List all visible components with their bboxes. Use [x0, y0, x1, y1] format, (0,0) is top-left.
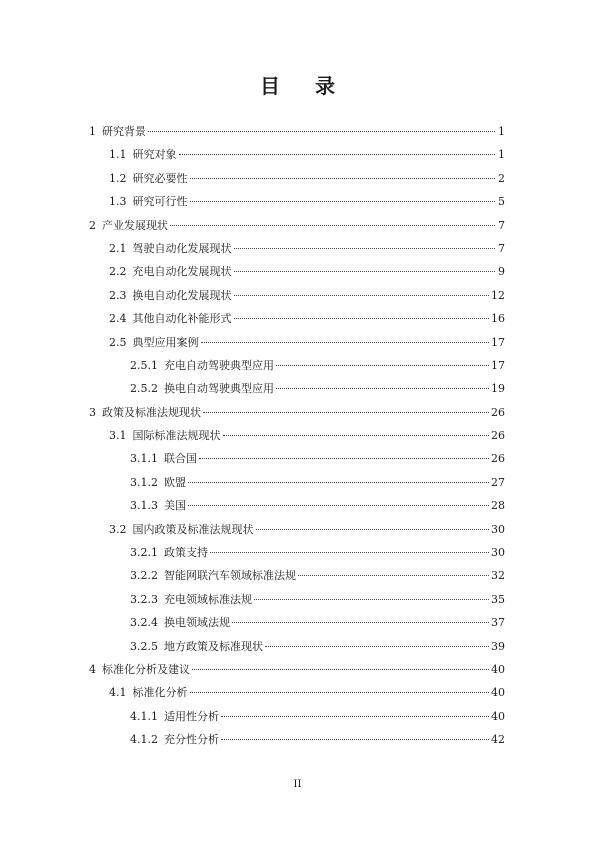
- toc-entry-label: 充电自动化发展现状: [132, 265, 232, 279]
- toc-entry-label: 美国: [164, 499, 186, 513]
- toc-dot-leader: [179, 154, 496, 155]
- toc-entry[interactable]: [89, 681, 505, 704]
- toc-entry-label: 典型应用案例: [132, 335, 199, 349]
- toc-entry[interactable]: [89, 424, 505, 447]
- toc-dot-leader: [234, 295, 490, 296]
- toc-entry-page-number: 17: [491, 335, 505, 349]
- toc-entry-page-number: 28: [491, 499, 505, 513]
- toc-entry-page-number: 19: [491, 382, 505, 396]
- toc-entry[interactable]: [89, 354, 505, 377]
- toc-entry-number: 3.2.3: [130, 592, 158, 606]
- toc-entry-page-number: 1: [498, 125, 505, 138]
- toc-entry-label: 政策支持: [164, 546, 208, 560]
- toc-entry-label: 充电自动驾驶典型应用: [164, 358, 274, 372]
- toc-dot-leader: [234, 248, 496, 249]
- toc-entry-number: 3: [89, 405, 96, 419]
- toc-entry[interactable]: [89, 190, 505, 213]
- toc-dot-leader: [148, 131, 495, 132]
- toc-entry-page-number: 30: [491, 522, 505, 536]
- toc-entry[interactable]: [89, 331, 505, 354]
- toc-entry-number: 2.1: [109, 241, 127, 255]
- toc-entry-page-number: 2: [498, 171, 505, 185]
- toc-entry-label: 政策及标准法规现状: [102, 405, 201, 419]
- toc-entry-page-number: 7: [498, 241, 505, 255]
- toc-entry-number: 3.1.1: [130, 452, 158, 466]
- toc-entry-number: 3.2.1: [130, 546, 158, 560]
- toc-dot-leader: [192, 669, 489, 670]
- toc-entry-number: 2.4: [109, 312, 127, 326]
- toc-entry-number: 3.1.3: [130, 499, 158, 513]
- toc-entry[interactable]: [89, 611, 505, 634]
- toc-entry-label: 国际标准法规现状: [132, 429, 221, 443]
- toc-entry-number: 3.1.2: [130, 475, 158, 489]
- toc-entry-number: 1.3: [109, 195, 127, 209]
- toc-entry[interactable]: [89, 447, 505, 470]
- toc-entry-label: 研究可行性: [132, 195, 188, 209]
- toc-entry-page-number: 37: [491, 616, 505, 630]
- toc-entry-page-number: 39: [491, 639, 505, 653]
- toc-entry-label: 国内政策及标准法规现状: [132, 522, 254, 536]
- toc-dot-leader: [188, 505, 489, 506]
- toc-entry-page-number: 7: [498, 218, 505, 232]
- toc-dot-leader: [210, 552, 489, 553]
- toc-entry-page-number: 26: [491, 405, 505, 419]
- toc-entry-number: 4.1.2: [130, 733, 158, 747]
- toc-dot-leader: [203, 412, 489, 413]
- toc-entry-label: 标准化分析: [132, 686, 188, 700]
- toc-entry[interactable]: [89, 143, 505, 166]
- toc-entry-number: 3.2.5: [130, 639, 158, 653]
- toc-entry-page-number: 30: [491, 546, 505, 560]
- toc-entry-page-number: 16: [491, 312, 505, 326]
- toc-entry-label: 换电自动驾驶典型应用: [164, 382, 274, 396]
- toc-entry-number: 2.5: [109, 335, 127, 349]
- toc-entry-page-number: 40: [491, 686, 505, 700]
- toc-entry-page-number: 5: [498, 195, 505, 209]
- toc-entry[interactable]: [89, 377, 505, 400]
- toc-entry-number: 4: [89, 662, 96, 676]
- toc-entry-label: 驾驶自动化发展现状: [132, 241, 232, 255]
- toc-entry[interactable]: [89, 588, 505, 611]
- toc-entry[interactable]: [89, 401, 505, 424]
- toc-entry-label: 研究对象: [132, 148, 177, 162]
- toc-entry-number: 3.2.4: [130, 616, 158, 630]
- toc-entry[interactable]: [89, 658, 505, 681]
- toc-entry[interactable]: [89, 284, 505, 307]
- toc-entry-page-number: 35: [491, 592, 505, 606]
- toc-entry-page-number: 26: [491, 452, 505, 466]
- toc-entry-label: 其他自动化补能形式: [132, 312, 232, 326]
- toc-entry-page-number: 27: [491, 475, 505, 489]
- toc-entry[interactable]: [89, 120, 505, 143]
- toc-entry[interactable]: [89, 260, 505, 283]
- toc-dot-leader: [223, 435, 490, 436]
- toc-dot-leader: [221, 739, 489, 740]
- toc-entry[interactable]: [89, 541, 505, 564]
- toc-dot-leader: [254, 599, 489, 600]
- toc-dot-leader: [256, 529, 490, 530]
- toc-entry-page-number: 12: [491, 288, 505, 302]
- toc-entry[interactable]: [89, 471, 505, 494]
- toc-dot-leader: [221, 716, 489, 717]
- toc-entry-number: 1.2: [109, 171, 127, 185]
- toc-entry-number: 4.1.1: [130, 709, 158, 723]
- toc-entry-number: 3.2: [109, 522, 127, 536]
- toc-dot-leader: [170, 225, 495, 226]
- page-title: 目 录: [260, 74, 349, 98]
- toc-entry-label: 欧盟: [164, 475, 186, 489]
- toc-dot-leader: [234, 318, 490, 319]
- toc-dot-leader: [190, 201, 496, 202]
- page-footer-number: II: [293, 779, 302, 790]
- toc-entry-label: 研究必要性: [132, 171, 188, 185]
- toc-dot-leader: [276, 388, 489, 389]
- toc-entry-number: 3.2.2: [130, 569, 158, 583]
- toc-dot-leader: [188, 482, 489, 483]
- toc-entry[interactable]: [89, 167, 505, 190]
- toc-entry-page-number: 1: [498, 148, 505, 162]
- toc-dot-leader: [234, 271, 496, 272]
- toc-dot-leader: [201, 342, 490, 343]
- toc-entry-number: 3.1: [109, 429, 127, 443]
- toc-entry[interactable]: [89, 214, 505, 237]
- toc-dot-leader: [276, 365, 489, 366]
- toc-entry-label: 研究背景: [102, 125, 146, 138]
- toc-entry-page-number: 9: [498, 265, 505, 279]
- toc-entry[interactable]: [89, 564, 505, 587]
- toc-entry-page-number: 40: [491, 662, 505, 676]
- toc-entry-number: 2.5.2: [130, 382, 158, 396]
- toc-entry[interactable]: [89, 728, 505, 751]
- toc-entry-page-number: 40: [491, 709, 505, 723]
- toc-dot-leader: [265, 646, 489, 647]
- toc-entry[interactable]: [89, 494, 505, 517]
- toc-entry-page-number: 17: [491, 358, 505, 372]
- toc-entry-label: 智能网联汽车领域标准法规: [164, 569, 296, 583]
- toc-entry-label: 地方政策及标准现状: [164, 639, 263, 653]
- table-of-contents: [89, 120, 505, 752]
- toc-entry[interactable]: [89, 237, 505, 260]
- toc-dot-leader: [298, 575, 489, 576]
- toc-entry-page-number: 26: [491, 429, 505, 443]
- toc-dot-leader: [199, 458, 489, 459]
- toc-entry-label: 换电领域法规: [164, 616, 230, 630]
- toc-entry[interactable]: [89, 705, 505, 728]
- toc-entry-label: 联合国: [164, 452, 197, 466]
- toc-entry-label: 标准化分析及建议: [102, 662, 190, 676]
- toc-entry[interactable]: [89, 518, 505, 541]
- toc-entry-number: 1: [89, 125, 96, 138]
- toc-dot-leader: [190, 178, 496, 179]
- toc-entry-page-number: 42: [491, 733, 505, 747]
- toc-dot-leader: [232, 622, 489, 623]
- toc-entry-number: 2: [89, 218, 96, 232]
- toc-entry[interactable]: [89, 635, 505, 658]
- toc-entry-label: 换电自动化发展现状: [132, 288, 232, 302]
- toc-entry-number: 2.3: [109, 288, 127, 302]
- toc-entry-label: 适用性分析: [164, 709, 219, 723]
- toc-entry-number: 4.1: [109, 686, 127, 700]
- toc-dot-leader: [190, 692, 490, 693]
- toc-entry-page-number: 32: [491, 569, 505, 583]
- toc-entry-label: 充分性分析: [164, 733, 219, 747]
- toc-entry-label: 充电领域标准法规: [164, 592, 252, 606]
- toc-entry[interactable]: [89, 307, 505, 330]
- toc-entry-number: 2.2: [109, 265, 127, 279]
- toc-entry-number: 2.5.1: [130, 358, 158, 372]
- toc-entry-label: 产业发展现状: [102, 218, 168, 232]
- toc-entry-number: 1.1: [109, 148, 127, 162]
